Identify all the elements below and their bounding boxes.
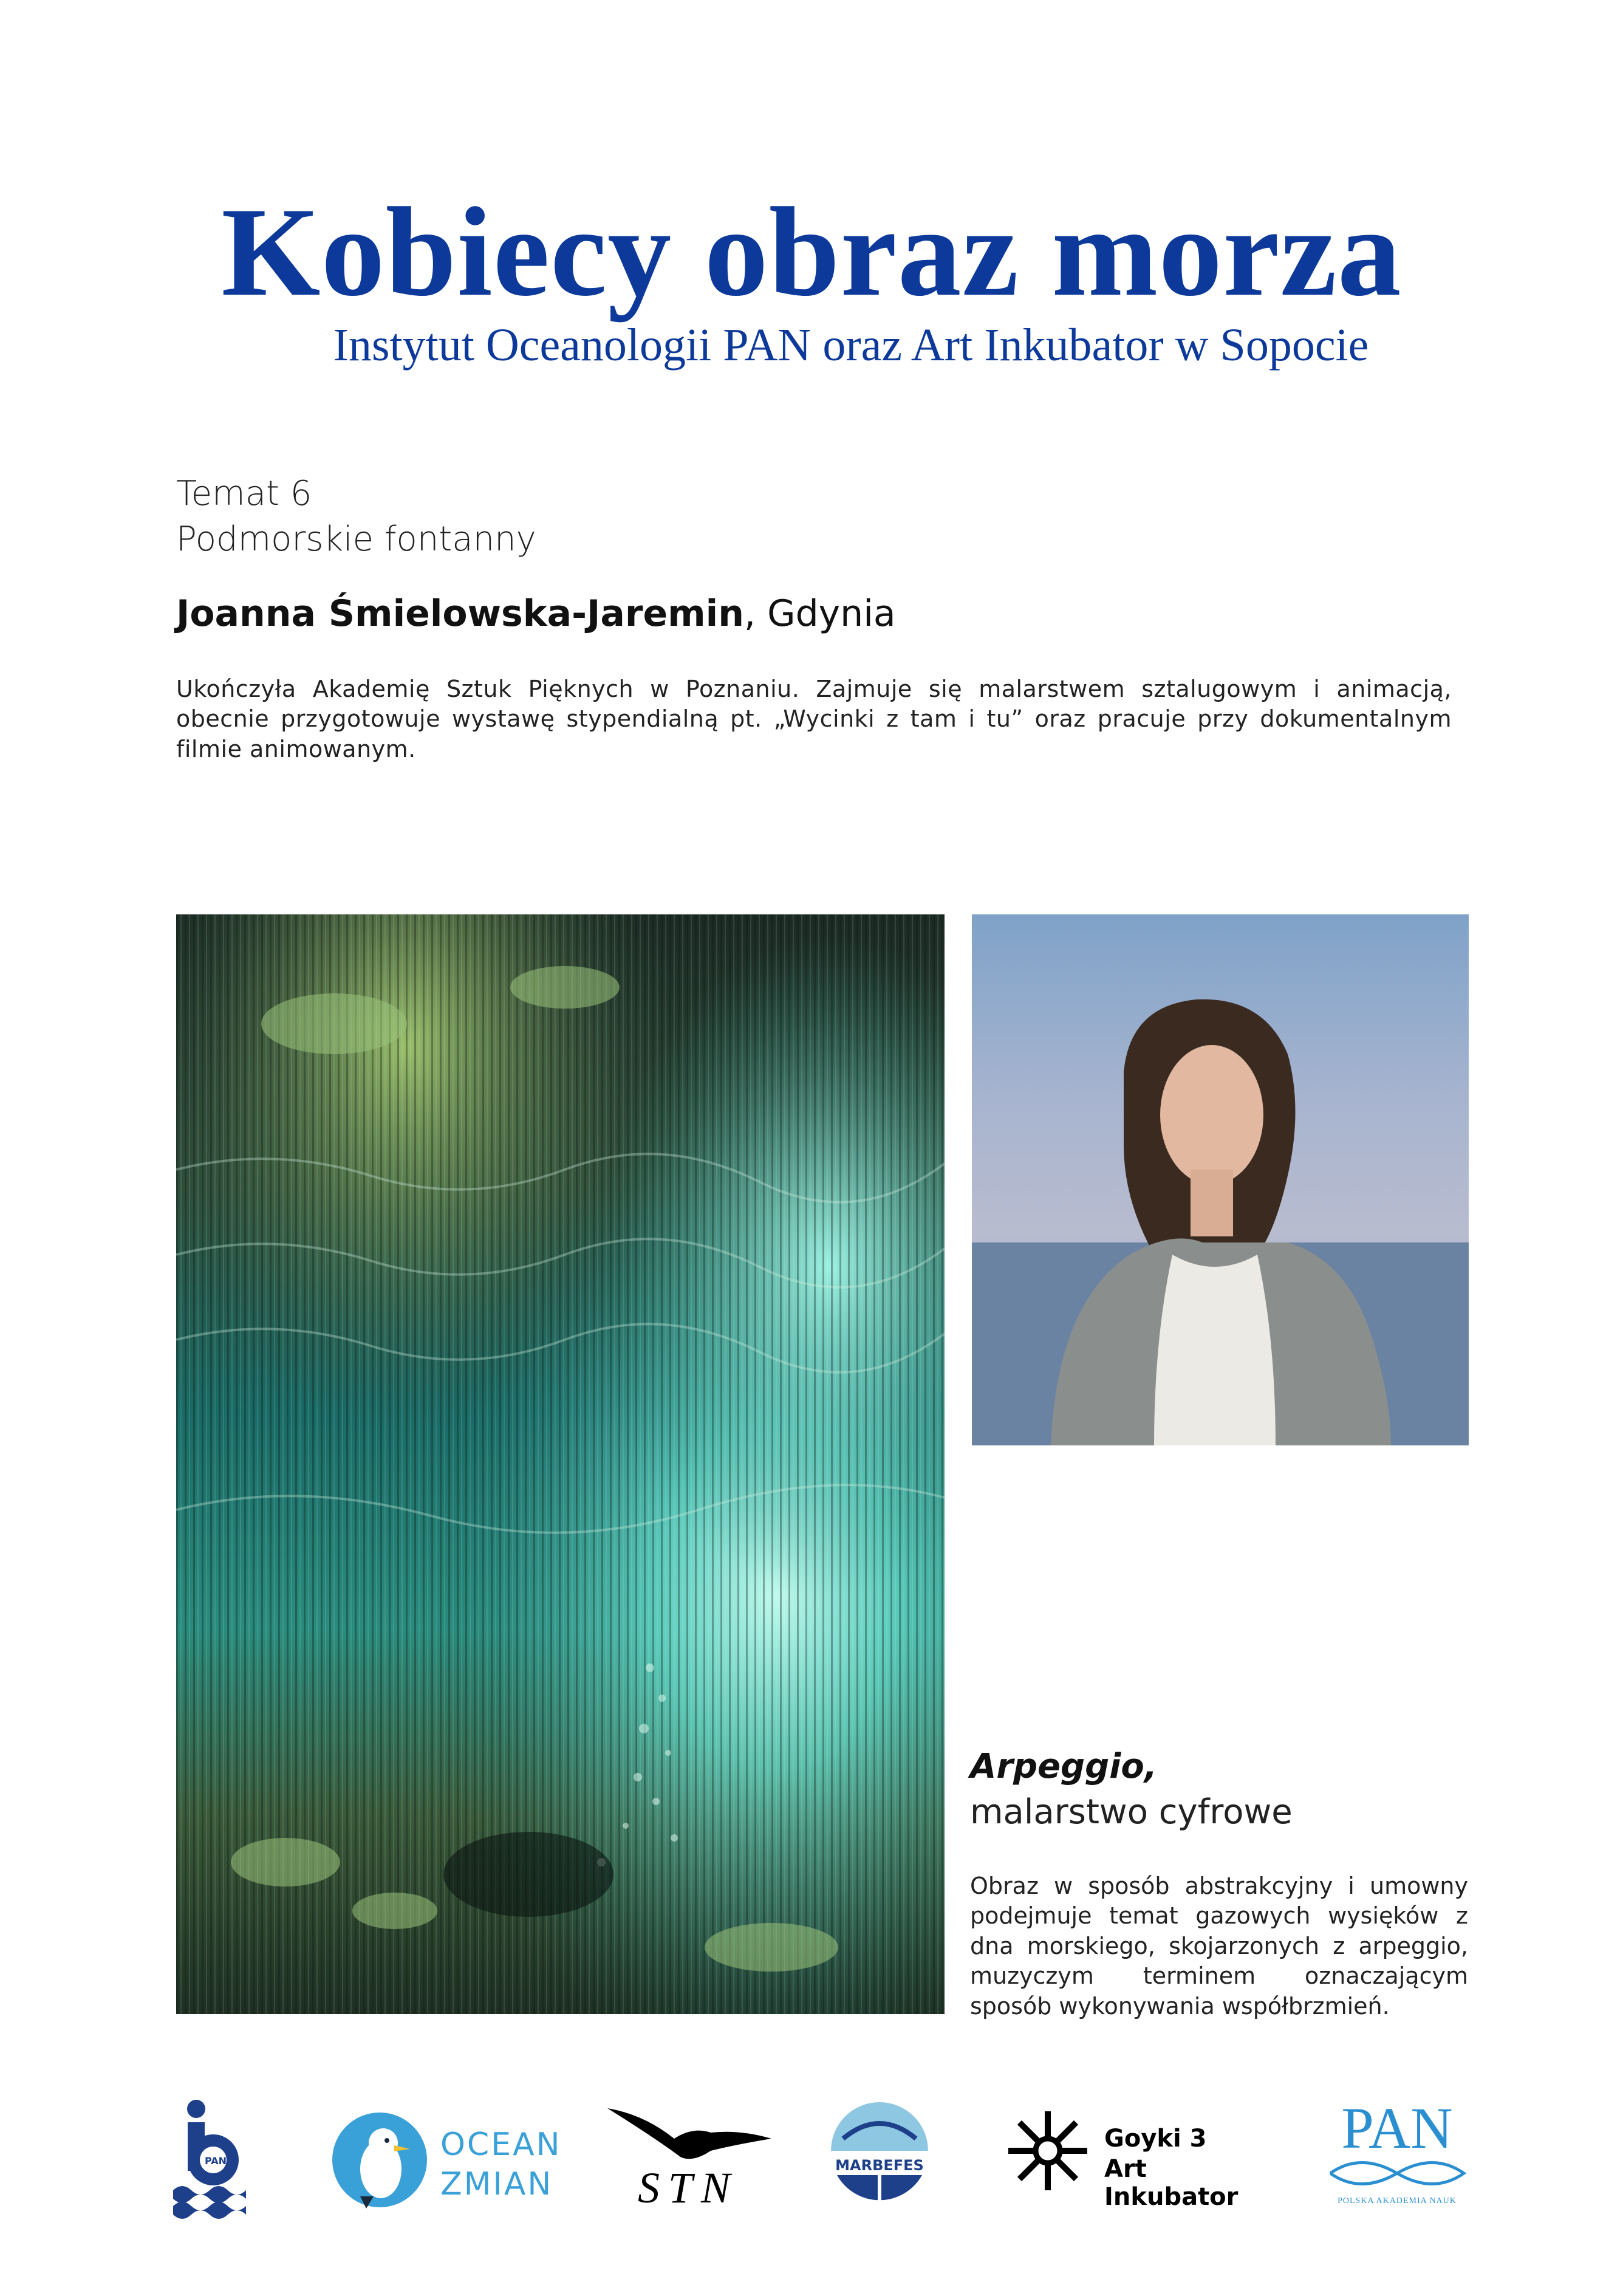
goyki-line2: Art Inkubator — [1104, 2155, 1239, 2211]
artist-bio: Ukończyła Akademię Sztuk Pięknych w Poznaniu. Zajmuje się malarstwem sztalugowym i animacją, obecnie przygotowuje wystawę stypendialną pt. „Wycinki z tam i tu” oraz pracuje przy dokumentalnym filmie animowanym. — [176, 676, 1452, 762]
poster-subtitle: Instytut Oceanologii PAN oraz Art Inkubator w Sopocie — [333, 320, 1369, 371]
artist-name: Joanna Śmielowska-Jaremin — [176, 592, 744, 635]
goyki-line1: Goyki 3 — [1104, 2125, 1207, 2153]
goyki-logo — [1008, 2111, 1276, 2211]
sun-burst-icon — [1008, 2111, 1087, 2190]
artwork-title: Arpeggio, — [970, 1747, 1158, 1786]
infinity-wave-icon — [1324, 2155, 1470, 2191]
ocean-zmian-line1: OCEAN — [440, 2126, 562, 2163]
iopan-logo — [173, 2099, 246, 2221]
iopan-logo-text: PAN — [205, 2155, 227, 2167]
topic-number: Temat 6 — [176, 474, 312, 513]
artwork-image — [176, 914, 945, 2014]
artist-line — [176, 592, 896, 635]
artist-portrait — [972, 914, 1469, 1445]
pan-logo — [1324, 2096, 1470, 2215]
artist-city: , Gdynia — [743, 592, 896, 635]
artwork-medium: malarstwo cyfrowe — [970, 1792, 1293, 1832]
pan-logo-caption: POLSKA AKADEMIA NAUK — [1338, 2196, 1457, 2205]
seagull-icon — [331, 2111, 428, 2209]
artwork-description: Obraz w sposób abstrakcyjny i umowny podejmuje temat gazowych wysięków z dna morskiego, skojarzonych z arpeggio, muzyczym terminem oznaczającym sposób wykonywania współbrzmień. — [970, 1873, 1468, 2020]
pan-logo-text: PAN — [1341, 2096, 1453, 2161]
marbefes-logo-text: MARBEFES — [835, 2157, 924, 2174]
stn-logo — [607, 2096, 771, 2218]
marbefes-logo — [825, 2096, 934, 2218]
topic-name: Podmorskie fontanny — [176, 519, 536, 559]
stn-logo-text: STN — [638, 2164, 739, 2212]
poster-title: Kobiecy obraz morza — [221, 182, 1402, 323]
ocean-zmian-line2: ZMIAN — [440, 2166, 553, 2202]
ocean-zmian-logo — [331, 2108, 562, 2212]
